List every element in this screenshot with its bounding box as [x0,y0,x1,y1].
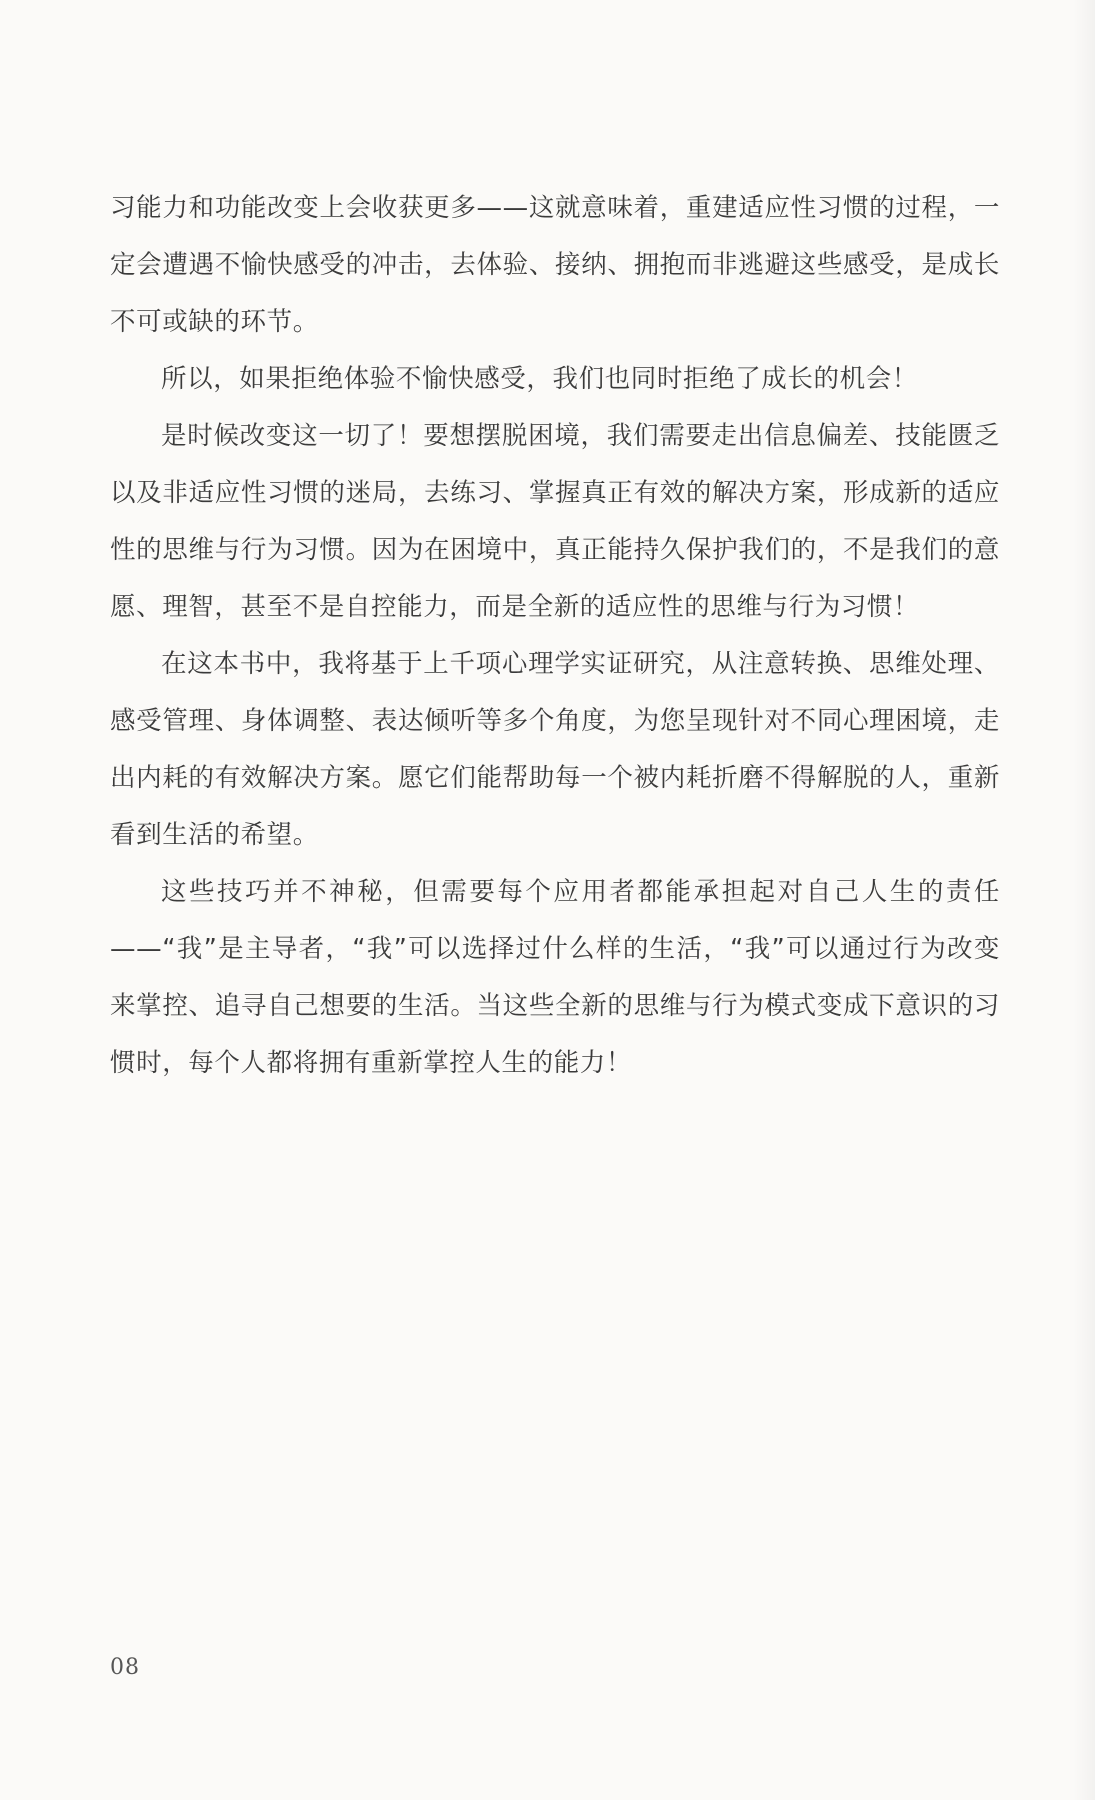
page-edge-shadow [1073,0,1095,1800]
paragraph: 这些技巧并不神秘，但需要每个应用者都能承担起对自己人生的责任——“我”是主导者，“我”可以选择过什么样的生活，“我”可以通过行为改变来掌控、追寻自己想要的生活。当这些全新的思维与行为模式变成下意识的习惯时，每个人都将拥有重新掌控人生的能力！ [110,877,1000,1078]
paragraph: 所以，如果拒绝体验不愉快感受，我们也同时拒绝了成长的机会！ [161,364,918,394]
page-number: 08 [110,1655,140,1680]
paragraph-continued: 习能力和功能改变上会收获更多——这就意味着，重建适应性习惯的过程，一定会遭遇不愉快感受的冲击，去体验、接纳、拥抱而非逃避这些感受，是成长不可或缺的环节。 [110,193,1000,337]
body-text [110,180,1000,1092]
paragraph: 在这本书中，我将基于上千项心理学实证研究，从注意转换、思维处理、感受管理、身体调整、表达倾听等多个角度，为您呈现针对不同心理困境，走出内耗的有效解决方案。愿它们能帮助每一个被内耗折磨不得解脱的人，重新看到生活的希望。 [110,649,1000,850]
paragraph: 是时候改变这一切了！要想摆脱困境，我们需要走出信息偏差、技能匮乏以及非适应性习惯的迷局，去练习、掌握真正有效的解决方案，形成新的适应性的思维与行为习惯。因为在困境中，真正能持久保护我们的，不是我们的意愿、理智，甚至不是自控能力，而是全新的适应性的思维与行为习惯！ [110,421,1000,622]
